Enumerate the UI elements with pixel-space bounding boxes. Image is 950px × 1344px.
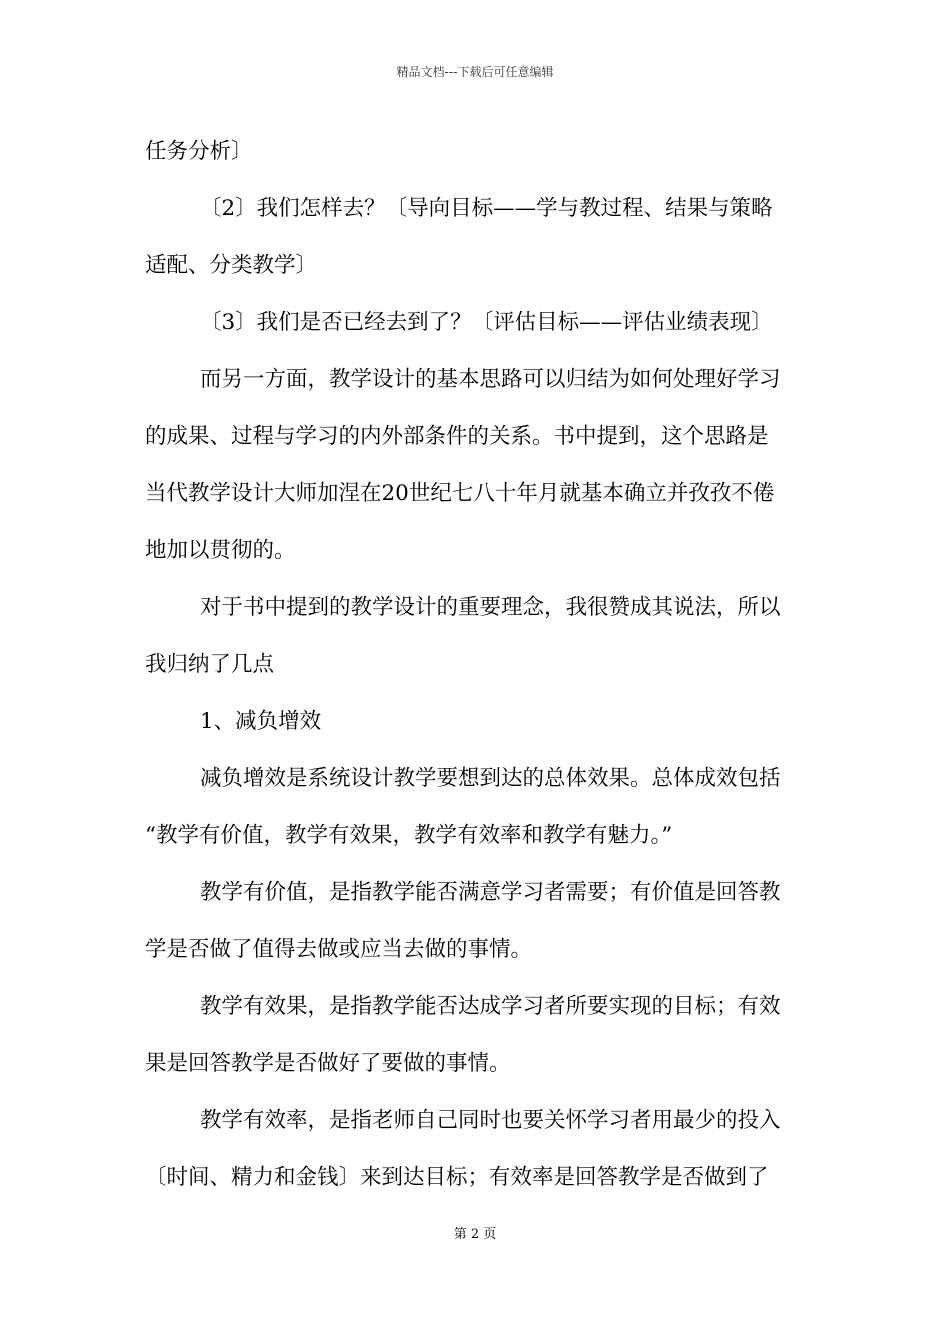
text-line: 教学有价值，是指教学能否满意学习者需要；有价值是回答教 (200, 880, 781, 905)
text-line: 教学有效率，是指老师自己同时也要关怀学习者用最少的投入 (200, 1108, 781, 1133)
text-line: 对于书中提到的教学设计的重要理念，我很赞成其说法，所以 (200, 595, 781, 620)
text-line: 地加以贯彻的。 (145, 538, 296, 563)
text-line: 任务分析〕 (145, 139, 253, 164)
page-number: 第 2 页 (453, 1227, 497, 1242)
text-line: 〔2〕我们怎样去？〔导向目标——学与教过程、结果与策略 (200, 196, 773, 221)
page-header: 精品文档---下载后可任意编辑 (396, 65, 554, 79)
text-line: 而另一方面，教学设计的基本思路可以归结为如何处理好学习 (200, 367, 781, 392)
text-line: 〔3〕我们是否已经去到了？〔评估目标——评估业绩表现〕 (200, 310, 773, 335)
section-heading: 1、减负增效 (200, 709, 322, 734)
text-line: 减负增效是系统设计教学要想到达的总体效果。总体成效包括 (200, 766, 781, 791)
text-line: 教学有效果，是指教学能否达成学习者所要实现的目标；有效 (200, 994, 781, 1019)
text-line: 适配、分类教学〕 (145, 253, 318, 278)
text-line: 〔时间、精力和金钱〕来到达目标；有效率是回答教学是否做到了 (145, 1165, 769, 1190)
text-line: 当代教学设计大师加涅在20世纪七八十年月就基本确立并孜孜不倦 (145, 481, 775, 506)
text-line: 我归纳了几点 (145, 652, 275, 677)
text-line: 果是回答教学是否做好了要做的事情。 (145, 1051, 511, 1076)
text-line: 学是否做了值得去做或应当去做的事情。 (145, 937, 533, 962)
text-line: “教学有价值，教学有效果，教学有效率和教学有魅力。” (145, 823, 673, 848)
text-line: 的成果、过程与学习的内外部条件的关系。书中提到，这个思路是 (145, 424, 769, 449)
document-body (145, 130, 810, 1213)
